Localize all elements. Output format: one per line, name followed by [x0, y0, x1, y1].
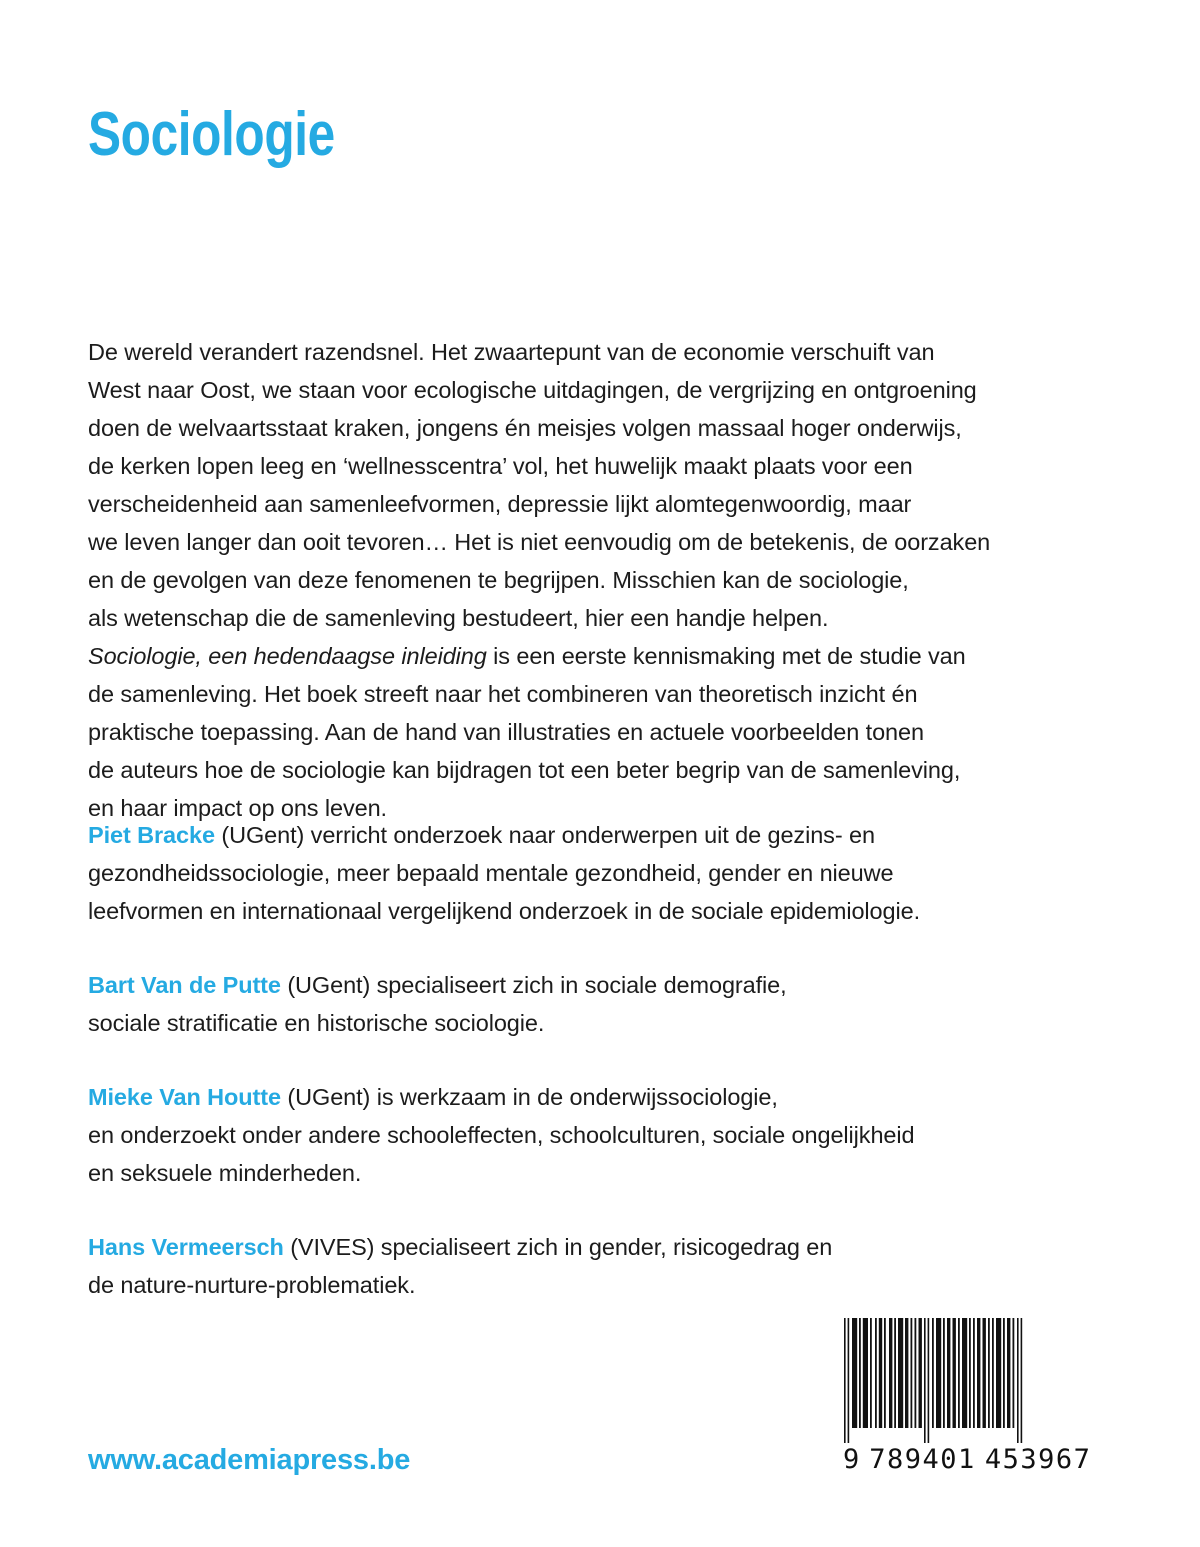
blurb-line: De wereld verandert razendsnel. Het zwaartepunt van de economie verschuift van — [88, 339, 935, 365]
author-bio-text: (UGent) verricht onderzoek naar onderwerpen uit de gezins- en — [214, 822, 875, 848]
author-bio-line: de nature-nurture-problematiek. — [88, 1272, 416, 1298]
blurb-line-remainder: is een eerste kennismaking met de studie van — [486, 643, 966, 669]
isbn-barcode — [843, 1318, 1092, 1475]
author-bios — [88, 816, 988, 1304]
blurb-line: als wetenschap die de samenleving bestudeert, hier een handje helpen. — [88, 605, 829, 631]
author-bio-first-line — [88, 966, 988, 1004]
author-bio-line: en onderzoekt onder andere schooleffecten, schoolculturen, sociale ongelijkheid — [88, 1122, 915, 1148]
blurb-line: verscheidenheid aan samenleefvormen, depressie lijkt alomtegenwoordig, maar — [88, 491, 912, 517]
barcode-number — [843, 1444, 1092, 1475]
author-bio-bart-van-de-putte — [88, 966, 988, 1042]
blurb-line: we leven langer dan ooit tevoren… Het is niet eenvoudig om de betekenis, de oorzaken — [88, 529, 991, 555]
blurb-line: West naar Oost, we staan voor ecologische uitdagingen, de vergrijzing en ontgroening — [88, 377, 977, 403]
author-bio-piet-bracke — [88, 816, 988, 930]
blurb-paragraph — [88, 333, 991, 827]
author-bio-line: gezondheidssociologie, meer bepaald mentale gezondheid, gender en nieuwe — [88, 860, 894, 886]
blurb-line: de kerken lopen leeg en ‘wellnesscentra’ vol, het huwelijk maakt plaats voor een — [88, 453, 913, 479]
author-bio-line: leefvormen en internationaal vergelijkend onderzoek in de sociale epidemiologie. — [88, 898, 920, 924]
page-title: Sociologie — [88, 99, 335, 169]
barcode-right-group: 453967 — [984, 1444, 1092, 1475]
blurb-line-book-title — [88, 637, 968, 675]
author-name: Bart Van de Putte — [88, 972, 281, 998]
author-bio-mieke-van-houtte — [88, 1078, 988, 1192]
author-bio-text: (UGent) specialiseert zich in sociale demografie, — [280, 972, 787, 998]
author-bio-first-line — [88, 1228, 988, 1266]
author-bio-hans-vermeersch — [88, 1228, 988, 1304]
author-bio-line: en seksuele minderheden. — [88, 1160, 362, 1186]
author-bio-text: (UGent) is werkzaam in de onderwijssociologie, — [280, 1084, 778, 1110]
blurb-line: praktische toepassing. Aan de hand van illustraties en actuele voorbeelden tonen — [88, 719, 924, 745]
author-bio-line: sociale stratificatie en historische sociologie. — [88, 1010, 545, 1036]
author-name: Mieke Van Houtte — [88, 1084, 281, 1110]
author-name: Hans Vermeersch — [88, 1234, 284, 1260]
book-subtitle-italic: Sociologie, een hedendaagse inleiding — [88, 643, 487, 669]
blurb-line: de auteurs hoe de sociologie kan bijdragen tot een beter begrip van de samenleving, — [88, 757, 961, 783]
barcode-bars-icon — [843, 1318, 1028, 1443]
blurb-line: doen de welvaartsstaat kraken, jongens én meisjes volgen massaal hoger onderwijs, — [88, 415, 962, 441]
blurb-line: en de gevolgen van deze fenomenen te begrijpen. Misschien kan de sociologie, — [88, 567, 909, 593]
author-bio-first-line — [88, 1078, 988, 1116]
author-bio-text: (VIVES) specialiseert zich in gender, risicogedrag en — [283, 1234, 833, 1260]
blurb-line: de samenleving. Het boek streeft naar het combineren van theoretisch inzicht én — [88, 681, 918, 707]
barcode-left-group: 789401 — [869, 1444, 976, 1475]
author-name: Piet Bracke — [88, 822, 215, 848]
blurb-line: en haar impact op ons leven. — [88, 795, 387, 821]
author-bio-first-line — [88, 816, 988, 854]
barcode-lead-digit: 9 — [843, 1444, 860, 1475]
publisher-website-link[interactable]: www.academiapress.be — [88, 1444, 411, 1476]
